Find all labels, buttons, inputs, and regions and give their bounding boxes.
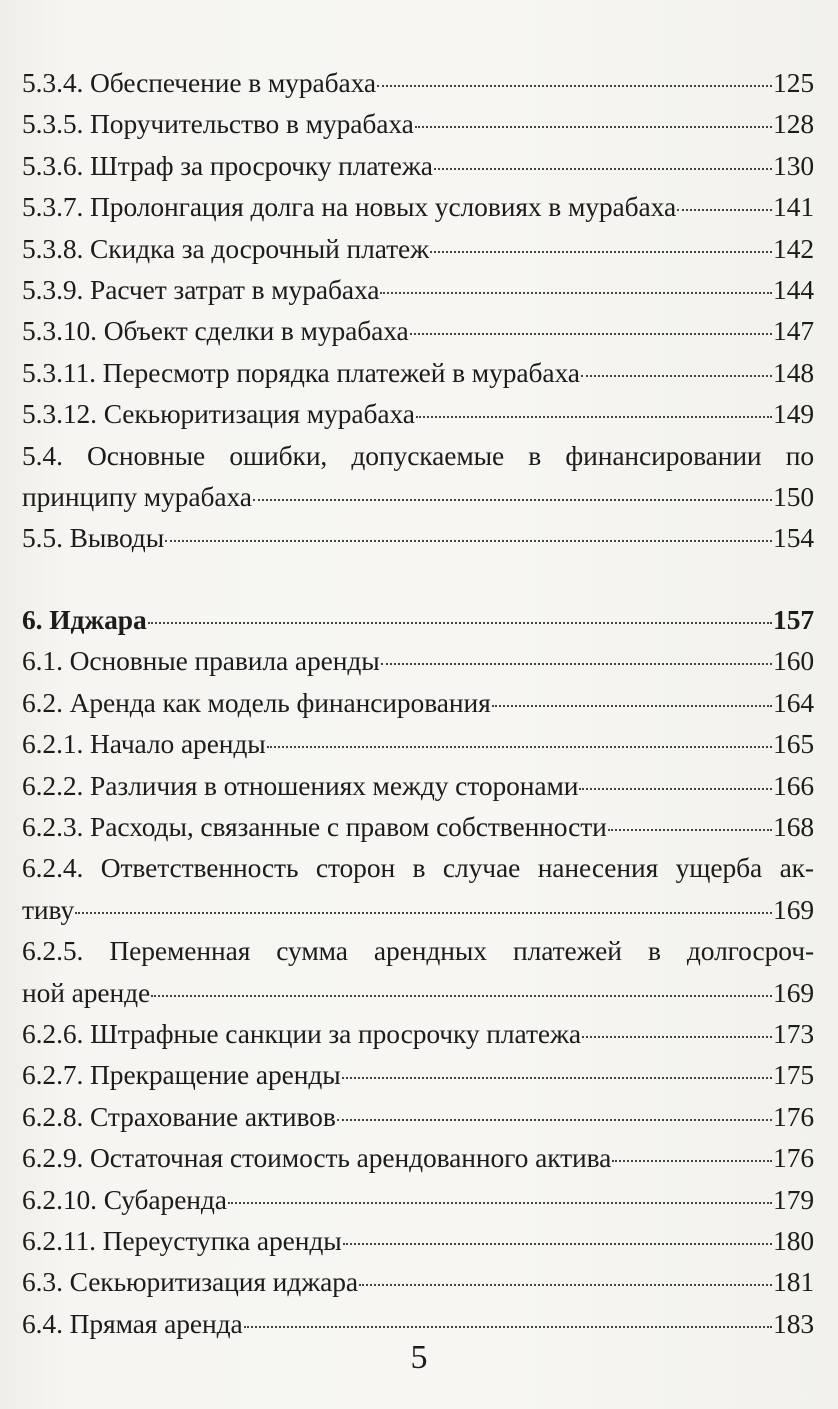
dot-leader (677, 209, 772, 211)
dot-leader (359, 1284, 772, 1286)
toc-entry-page: 176 (773, 1142, 814, 1174)
dot-leader (337, 1119, 772, 1121)
toc-entry (22, 62, 814, 103)
dot-leader (415, 126, 772, 128)
toc-entry-page: 150 (773, 481, 814, 513)
toc-entry (22, 352, 814, 393)
toc-entry (22, 806, 814, 847)
toc-entry-page: 147 (773, 315, 814, 347)
toc-entry-row (22, 352, 814, 393)
toc-entry (22, 930, 814, 1013)
toc-entry (22, 1013, 814, 1054)
toc-entry-title-line: 5.4. Основные ошибки, допускаемые в финансировании по (22, 439, 814, 471)
toc-entry-page: 142 (773, 232, 814, 264)
dot-leader (151, 995, 772, 997)
toc-entry-title-line: 6.2.4. Ответственность сторон в случае нанесения ущерба ак- (22, 852, 814, 884)
toc-entry (22, 1054, 814, 1095)
dot-leader (244, 1326, 772, 1328)
toc-entry-title: 5.3.6. Штраф за просрочку платежа (22, 149, 433, 181)
dot-leader (165, 540, 772, 542)
toc-entry-title: 6.2.3. Расходы, связанные с правом собственности (22, 810, 607, 842)
dot-leader (608, 829, 772, 831)
toc-entry (22, 269, 814, 310)
toc-entry-page: 141 (773, 191, 814, 223)
toc-entry (22, 228, 814, 269)
toc-entry-page: 183 (773, 1307, 814, 1339)
dot-leader (75, 912, 772, 914)
toc-group (22, 62, 814, 559)
section-gap (22, 559, 814, 599)
toc-entry-title: 5.3.8. Скидка за досрочный платеж (22, 232, 430, 264)
toc-entry (22, 310, 814, 351)
toc-entry-row (22, 806, 814, 847)
toc-entry-page: 148 (773, 356, 814, 388)
toc-entry-title: 6.2.9. Остаточная стоимость арендованного актива (22, 1142, 612, 1174)
toc-entry-title: 5.3.7. Пролонгация долга на новых условиях в мурабаха (22, 191, 677, 223)
toc-entry-page: 130 (773, 149, 814, 181)
toc-entry-row (22, 186, 814, 227)
toc-entry-title: 6.2.7. Прекращение аренды (22, 1059, 341, 1091)
dot-leader (579, 788, 772, 790)
toc-entry (22, 145, 814, 186)
toc-entry-title: 5.3.9. Расчет затрат в мурабаха (22, 274, 380, 306)
toc-entry-page: 179 (773, 1183, 814, 1215)
toc-entry-row (22, 1096, 814, 1137)
dot-leader (430, 251, 772, 253)
toc-entry (22, 1179, 814, 1220)
toc-entry-row (22, 723, 814, 764)
toc-entry (22, 186, 814, 227)
toc-entry-row (22, 62, 814, 103)
toc-entry-page: 144 (773, 274, 814, 306)
toc-entry (22, 723, 814, 764)
dot-leader (434, 168, 772, 170)
toc-entry-page: 176 (773, 1100, 814, 1132)
toc-entry-title: тиву (22, 893, 75, 925)
dot-leader (253, 499, 772, 501)
toc-entry-row (22, 765, 814, 806)
toc-entry-row (22, 1220, 814, 1261)
toc-entry-page: 157 (773, 603, 814, 635)
toc-entry-row (22, 1179, 814, 1220)
toc-entry-row (22, 393, 814, 434)
dot-leader (380, 292, 772, 294)
toc-entry-page: 180 (773, 1224, 814, 1256)
toc-entry-row (22, 972, 814, 1013)
toc-entry-row (22, 1013, 814, 1054)
toc-entry-title: 6. Иджара (22, 603, 147, 635)
toc-entry (22, 103, 814, 144)
toc-entry-title: 6.3. Секьюритизация иджара (22, 1266, 358, 1298)
toc-entry-title: ной аренде (22, 976, 151, 1008)
toc-entry-page: 169 (773, 893, 814, 925)
toc-entry-row (22, 599, 814, 640)
toc-entry (22, 640, 814, 681)
toc-entry-page: 168 (773, 810, 814, 842)
dot-leader (148, 622, 772, 624)
toc-entry-row (22, 145, 814, 186)
toc-entry-row (22, 228, 814, 269)
toc-entry-title: 5.3.5. Поручительство в мурабаха (22, 108, 414, 140)
toc-entry-page: 173 (773, 1017, 814, 1049)
dot-leader (416, 416, 772, 418)
toc-entry-title: 5.3.11. Пересмотр порядка платежей в мурабаха (22, 356, 580, 388)
toc-entry-title: 6.4. Прямая аренда (22, 1307, 243, 1339)
toc-entry-row (22, 1261, 814, 1302)
toc-entry-title: 5.3.10. Объект сделки в мурабаха (22, 315, 409, 347)
toc-entry-page: 175 (773, 1059, 814, 1091)
toc-entry-page: 149 (773, 398, 814, 430)
toc-entry-row (22, 889, 814, 930)
toc-entry-row (22, 269, 814, 310)
toc-entry-page: 165 (773, 728, 814, 760)
toc-entry-row (22, 517, 814, 558)
toc-entry (22, 1261, 814, 1302)
toc-entry-row (22, 103, 814, 144)
dot-leader (582, 1036, 772, 1038)
toc-entry-page: 169 (773, 976, 814, 1008)
toc-entry (22, 517, 814, 558)
dot-leader (381, 663, 772, 665)
toc-entry-page: 164 (773, 686, 814, 718)
toc-entry-title: 6.2. Аренда как модель финансирования (22, 686, 491, 718)
toc-entry-title: 6.2.2. Различия в отношениях между сторонами (22, 769, 579, 801)
toc-entry-page: 125 (773, 67, 814, 98)
dot-leader (410, 333, 772, 335)
toc-entry-title: 5.3.12. Секьюритизация мурабаха (22, 398, 415, 430)
toc-entry (22, 1137, 814, 1178)
dot-leader (267, 746, 772, 748)
toc-entry-page: 154 (773, 522, 814, 554)
toc-entry-row (22, 640, 814, 681)
toc-entry (22, 1220, 814, 1261)
toc-entry-page: 160 (773, 645, 814, 677)
dot-leader (581, 375, 772, 377)
dot-leader (492, 705, 772, 707)
dot-leader (342, 1077, 772, 1079)
toc-entry (22, 682, 814, 723)
toc-entry (22, 599, 814, 640)
toc-entry-title: 6.2.10. Субаренда (22, 1183, 227, 1215)
toc-entry-title: 6.2.6. Штрафные санкции за просрочку платежа (22, 1017, 581, 1049)
toc-entry-title: 5.3.4. Обеспечение в мурабаха (22, 67, 376, 98)
toc-entry-title: 6.2.11. Переуступка аренды (22, 1224, 342, 1256)
toc-entry-title: принципу мурабаха (22, 481, 252, 513)
toc-entry-row (22, 310, 814, 351)
toc-entry (22, 435, 814, 518)
toc-entry-page: 166 (773, 769, 814, 801)
toc-entry (22, 393, 814, 434)
toc-entry-page: 181 (773, 1266, 814, 1298)
toc-group (22, 599, 814, 1344)
dot-leader (343, 1243, 772, 1245)
toc-entry-row (22, 1137, 814, 1178)
dot-leader (228, 1202, 772, 1204)
toc-entry (22, 765, 814, 806)
toc-entry (22, 847, 814, 930)
toc-entry-row (22, 1054, 814, 1095)
toc-entry-title: 6.2.1. Начало аренды (22, 728, 266, 760)
toc-entry-title: 5.5. Выводы (22, 522, 165, 554)
toc-entry-title: 6.2.8. Страхование активов (22, 1100, 336, 1132)
dot-leader (612, 1160, 772, 1162)
toc-entry-title: 6.1. Основные правила аренды (22, 645, 380, 677)
toc-entry-title-line: 6.2.5. Переменная сумма арендных платежей в долгосроч- (22, 935, 814, 967)
toc-entry-row (22, 476, 814, 517)
page-number: 5 (410, 1339, 428, 1376)
toc-entry-page: 128 (773, 108, 814, 140)
toc-entry (22, 1096, 814, 1137)
toc-entry-row (22, 682, 814, 723)
table-of-contents (22, 62, 814, 1344)
dot-leader (377, 85, 772, 87)
